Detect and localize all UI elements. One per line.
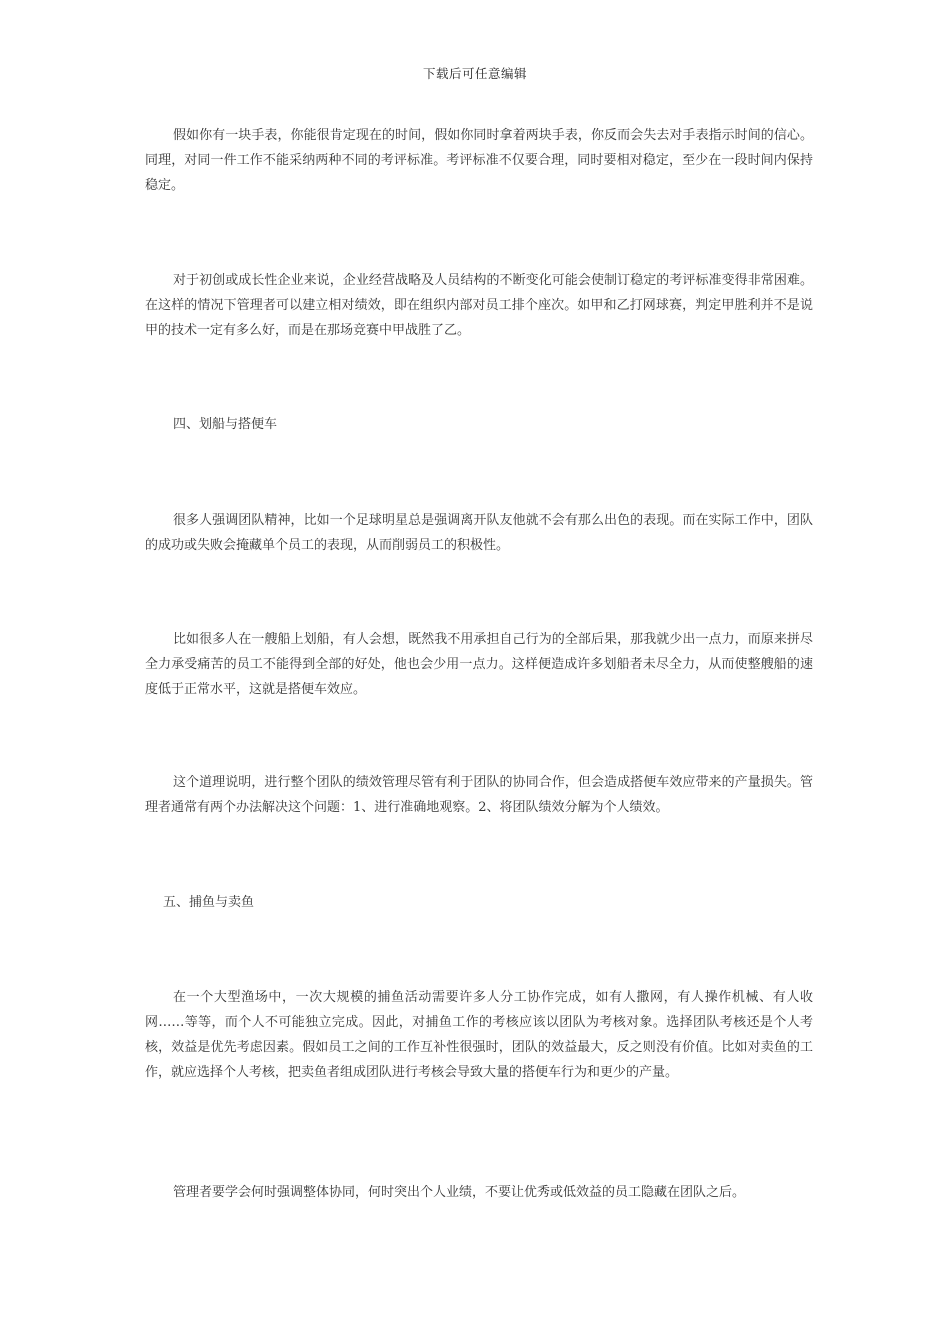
paragraph-conclusion: 管理者要学会何时强调整体协同，何时突出个人业绩，不要让优秀或低效益的员工隐藏在团队之后。 xyxy=(173,1185,746,1200)
section-heading-fishing: 五、捕鱼与卖鱼 xyxy=(163,895,255,910)
paragraph-rowing-example: 比如很多人在一艘船上划船，有人会想，既然我不用承担自己行为的全部后果，那我就少出一点力，而原来拼尽全力承受痛苦的员工不能得到全部的好处，他也会少用一点力。这样便造成许多划船者未尽全力，从而使整艘船的速度低于正常水平，这就是搭便车效应。 xyxy=(145,632,813,697)
paragraph-fishing: 在一个大型渔场中，一次大规模的捕鱼活动需要许多人分工协作完成，如有人撒网，有人操作机械、有人收网……等等，而个人不可能独立完成。因此，对捕鱼工作的考核应该以团队为考核对象。选择团队考核还是个人考核，效益是优先考虑因素。假如员工之间的工作互补性很强时，团队的效益最大，反之则没有价值。比如对卖鱼的工作，就应选择个人考核，把卖鱼者组成团队进行考核会导致大量的搭便车行为和更少的产量。 xyxy=(145,990,813,1080)
paragraph-watch: 假如你有一块手表，你能很肯定现在的时间，假如你同时拿着两块手表，你反而会失去对手表指示时间的信心。同理，对同一件工作不能采纳两种不同的考评标准。考评标准不仅要合理，同时要相对稳定，至少在一段时间内保持稳定。 xyxy=(145,128,813,193)
paragraph-team-spirit: 很多人强调团队精神，比如一个足球明星总是强调离开队友他就不会有那么出色的表现。而在实际工作中，团队的成功或失败会掩藏单个员工的表现，从而削弱员工的积极性。 xyxy=(145,513,813,553)
paragraph-free-rider: 这个道理说明，进行整个团队的绩效管理尽管有利于团队的协同合作，但会造成搭便车效应带来的产量损失。管理者通常有两个办法解决这个问题：1、进行准确地观察。2、将团队绩效分解为个人绩效。 xyxy=(145,775,813,815)
header-note: 下载后可任意编辑 xyxy=(422,66,527,81)
paragraph-relative-performance: 对于初创或成长性企业来说，企业经营战略及人员结构的不断变化可能会使制订稳定的考评标准变得非常困难。在这样的情况下管理者可以建立相对绩效，即在组织内部对员工排个座次。如甲和乙打网球赛，判定甲胜利并不是说甲的技术一定有多么好，而是在那场竞赛中甲战胜了乙。 xyxy=(145,273,813,338)
section-heading-rowing: 四、划船与搭便车 xyxy=(173,417,278,432)
